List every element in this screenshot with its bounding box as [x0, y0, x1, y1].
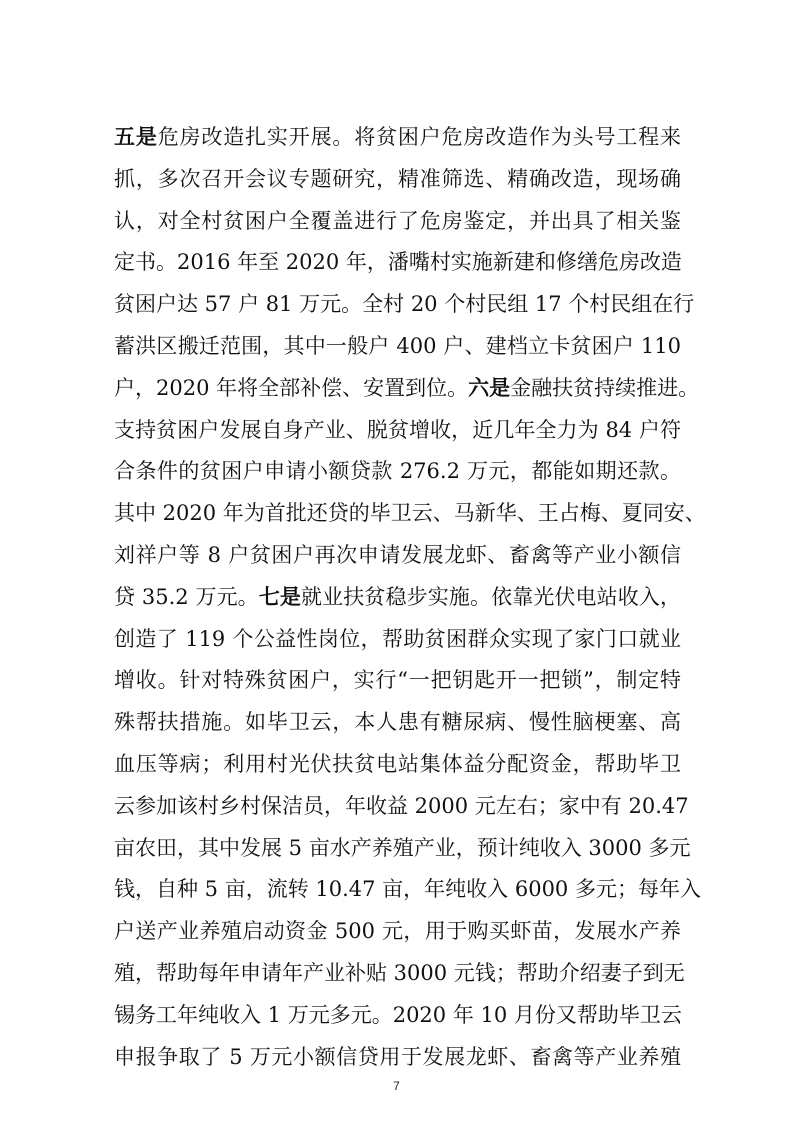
paragraph-line — [114, 410, 681, 450]
paragraph-line — [114, 493, 706, 533]
line-text: 贫困户达 57 户 81 万元。全村 20 个村民组 17 个村民组在行 — [114, 292, 695, 316]
paragraph-line — [114, 451, 681, 491]
line-text: 就业扶贫稳步实施。依靠光伏电站收入， — [301, 585, 682, 609]
line-text: 申报争取了 5 万元小额信贷用于发展龙虾、畜禽等产业养殖 — [114, 1045, 681, 1069]
line-text: 增收。针对特殊贫困户，实行“一把钥匙开一把锁”，制定特 — [114, 668, 681, 692]
paragraph-line — [114, 911, 681, 951]
page-number: 7 — [393, 1079, 400, 1093]
line-text: 殖，帮助每年申请年产业补贴 3000 元钱；帮助介绍妻子到无 — [114, 961, 685, 985]
line-text: 户送产业养殖启动资金 500 元，用于购买虾苗，发展水产养 — [114, 919, 681, 943]
paragraph-line — [114, 953, 685, 993]
paragraph-line — [114, 577, 681, 617]
line-text: 合条件的贫困户申请小额贷款 276.2 万元，都能如期还款。 — [114, 459, 681, 483]
paragraph-line — [114, 786, 689, 826]
line-text: 危房改造扎实开展。将贫困户危房改造作为头号工程来 — [157, 125, 682, 149]
paragraph-line — [114, 535, 681, 575]
paragraph-line — [114, 869, 701, 909]
line-text: 贷 35.2 万元。 — [114, 585, 259, 609]
line-text: 金融扶贫持续推进。 — [510, 376, 700, 400]
paragraph-line — [114, 159, 681, 199]
paragraph-line — [114, 326, 681, 366]
bold-lead: 七是 — [258, 584, 302, 609]
line-text: 其中 2020 年为首批还贷的毕卫云、马新华、王占梅、夏同安、 — [114, 501, 706, 525]
paragraph-line — [114, 660, 681, 700]
paragraph-line — [114, 1037, 681, 1077]
line-text: 殊帮扶措施。如毕卫云，本人患有糖尿病、慢性脑梗塞、高 — [114, 710, 681, 734]
line-text: 锡务工年纯收入 1 万元多元。2020 年 10 月份又帮助毕卫云 — [114, 1003, 682, 1027]
line-text: 亩农田，其中发展 5 亩水产养殖产业，预计纯收入 3000 多元 — [114, 836, 691, 860]
paragraph-line — [114, 702, 681, 742]
line-text: 支持贫困户发展自身产业、脱贫增收，近几年全力为 84 户符 — [114, 418, 681, 442]
paragraph-line — [114, 368, 700, 408]
bold-lead: 五是 — [114, 124, 158, 149]
bold-lead: 六是 — [468, 375, 511, 400]
line-text: 认，对全村贫困户全覆盖进行了危房鉴定，并出具了相关鉴 — [114, 209, 681, 233]
line-text: 抓，多次召开会议专题研究，精准筛选、精确改造，现场确 — [114, 167, 681, 191]
paragraph-line — [114, 744, 681, 784]
line-text: 创造了 119 个公益性岗位，帮助贫困群众实现了家门口就业 — [114, 627, 681, 651]
line-text: 蓄洪区搬迁范围，其中一般户 400 户、建档立卡贫困户 110 — [114, 334, 681, 358]
line-text: 血压等病；利用村光伏扶贫电站集体益分配资金，帮助毕卫 — [114, 752, 681, 776]
line-text: 钱，自种 5 亩，流转 10.47 亩，年纯收入 6000 多元；每年入 — [114, 877, 701, 901]
paragraph-line — [114, 201, 681, 241]
line-text: 云参加该村乡村保洁员，年收益 2000 元左右；家中有 20.47 — [114, 794, 689, 818]
line-text: 定书。2016 年至 2020 年，潘嘴村实施新建和修缮危房改造 — [114, 250, 682, 274]
paragraph-line — [114, 1001, 681, 1041]
paragraph-line — [114, 619, 681, 659]
paragraph-line — [114, 284, 695, 324]
paragraph-line — [114, 828, 691, 868]
line-text: 刘祥户等 8 户贫困户再次申请发展龙虾、畜禽等产业小额信 — [114, 543, 681, 567]
paragraph-line — [114, 242, 681, 282]
paragraph-line — [114, 117, 681, 157]
line-text: 户，2020 年将全部补偿、安置到位。 — [114, 376, 469, 400]
